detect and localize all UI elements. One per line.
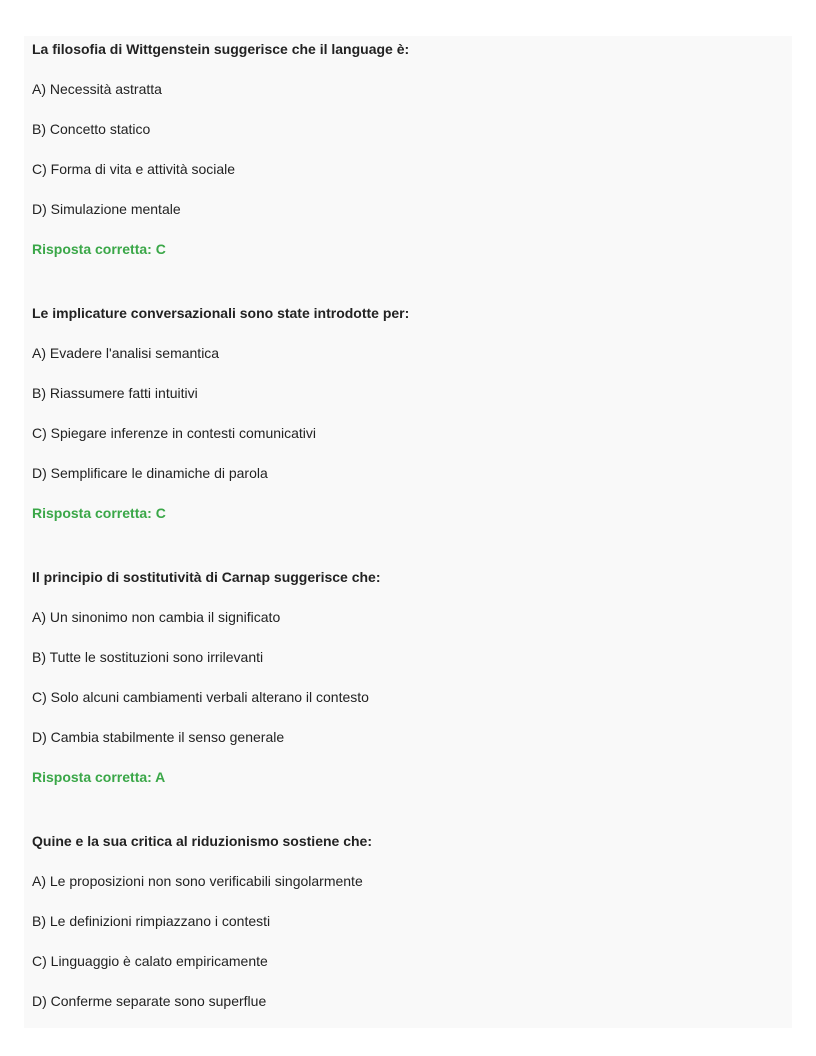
correct-answer: Risposta corretta: C bbox=[32, 505, 166, 521]
option-c: C) Forma di vita e attività sociale bbox=[32, 161, 236, 177]
option-a: A) Evadere l'analisi semantica bbox=[32, 345, 220, 361]
option-b: B) Riassumere fatti intuitivi bbox=[32, 385, 198, 401]
option-c: C) Spiegare inferenze in contesti comunicativi bbox=[32, 425, 317, 441]
option-a: A) Un sinonimo non cambia il significato bbox=[32, 609, 281, 625]
option-d: D) Cambia stabilmente il senso generale bbox=[32, 729, 285, 745]
option-c: C) Linguaggio è calato empiricamente bbox=[32, 953, 268, 969]
option-d: D) Simulazione mentale bbox=[32, 201, 181, 217]
question-text: La filosofia di Wittgenstein suggerisce che il language è: bbox=[32, 41, 410, 57]
option-a: A) Le proposizioni non sono verificabili singolarmente bbox=[32, 873, 363, 889]
question-text: Le implicature conversazionali sono state introdotte per: bbox=[32, 305, 410, 321]
question-text: Il principio di sostitutività di Carnap suggerisce che: bbox=[32, 569, 381, 585]
option-d: D) Conferme separate sono superflue bbox=[32, 993, 267, 1009]
quiz-card bbox=[24, 36, 792, 1028]
option-b: B) Tutte le sostituzioni sono irrilevanti bbox=[32, 649, 264, 665]
option-b: B) Le definizioni rimpiazzano i contesti bbox=[32, 913, 271, 929]
option-d: D) Semplificare le dinamiche di parola bbox=[32, 465, 268, 481]
option-b: B) Concetto statico bbox=[32, 121, 151, 137]
option-a: A) Necessità astratta bbox=[32, 81, 162, 97]
correct-answer: Risposta corretta: C bbox=[32, 241, 166, 257]
option-c: C) Solo alcuni cambiamenti verbali alterano il contesto bbox=[32, 689, 369, 705]
correct-answer: Risposta corretta: A bbox=[32, 769, 166, 785]
question-text: Quine e la sua critica al riduzionismo sostiene che: bbox=[32, 833, 372, 849]
